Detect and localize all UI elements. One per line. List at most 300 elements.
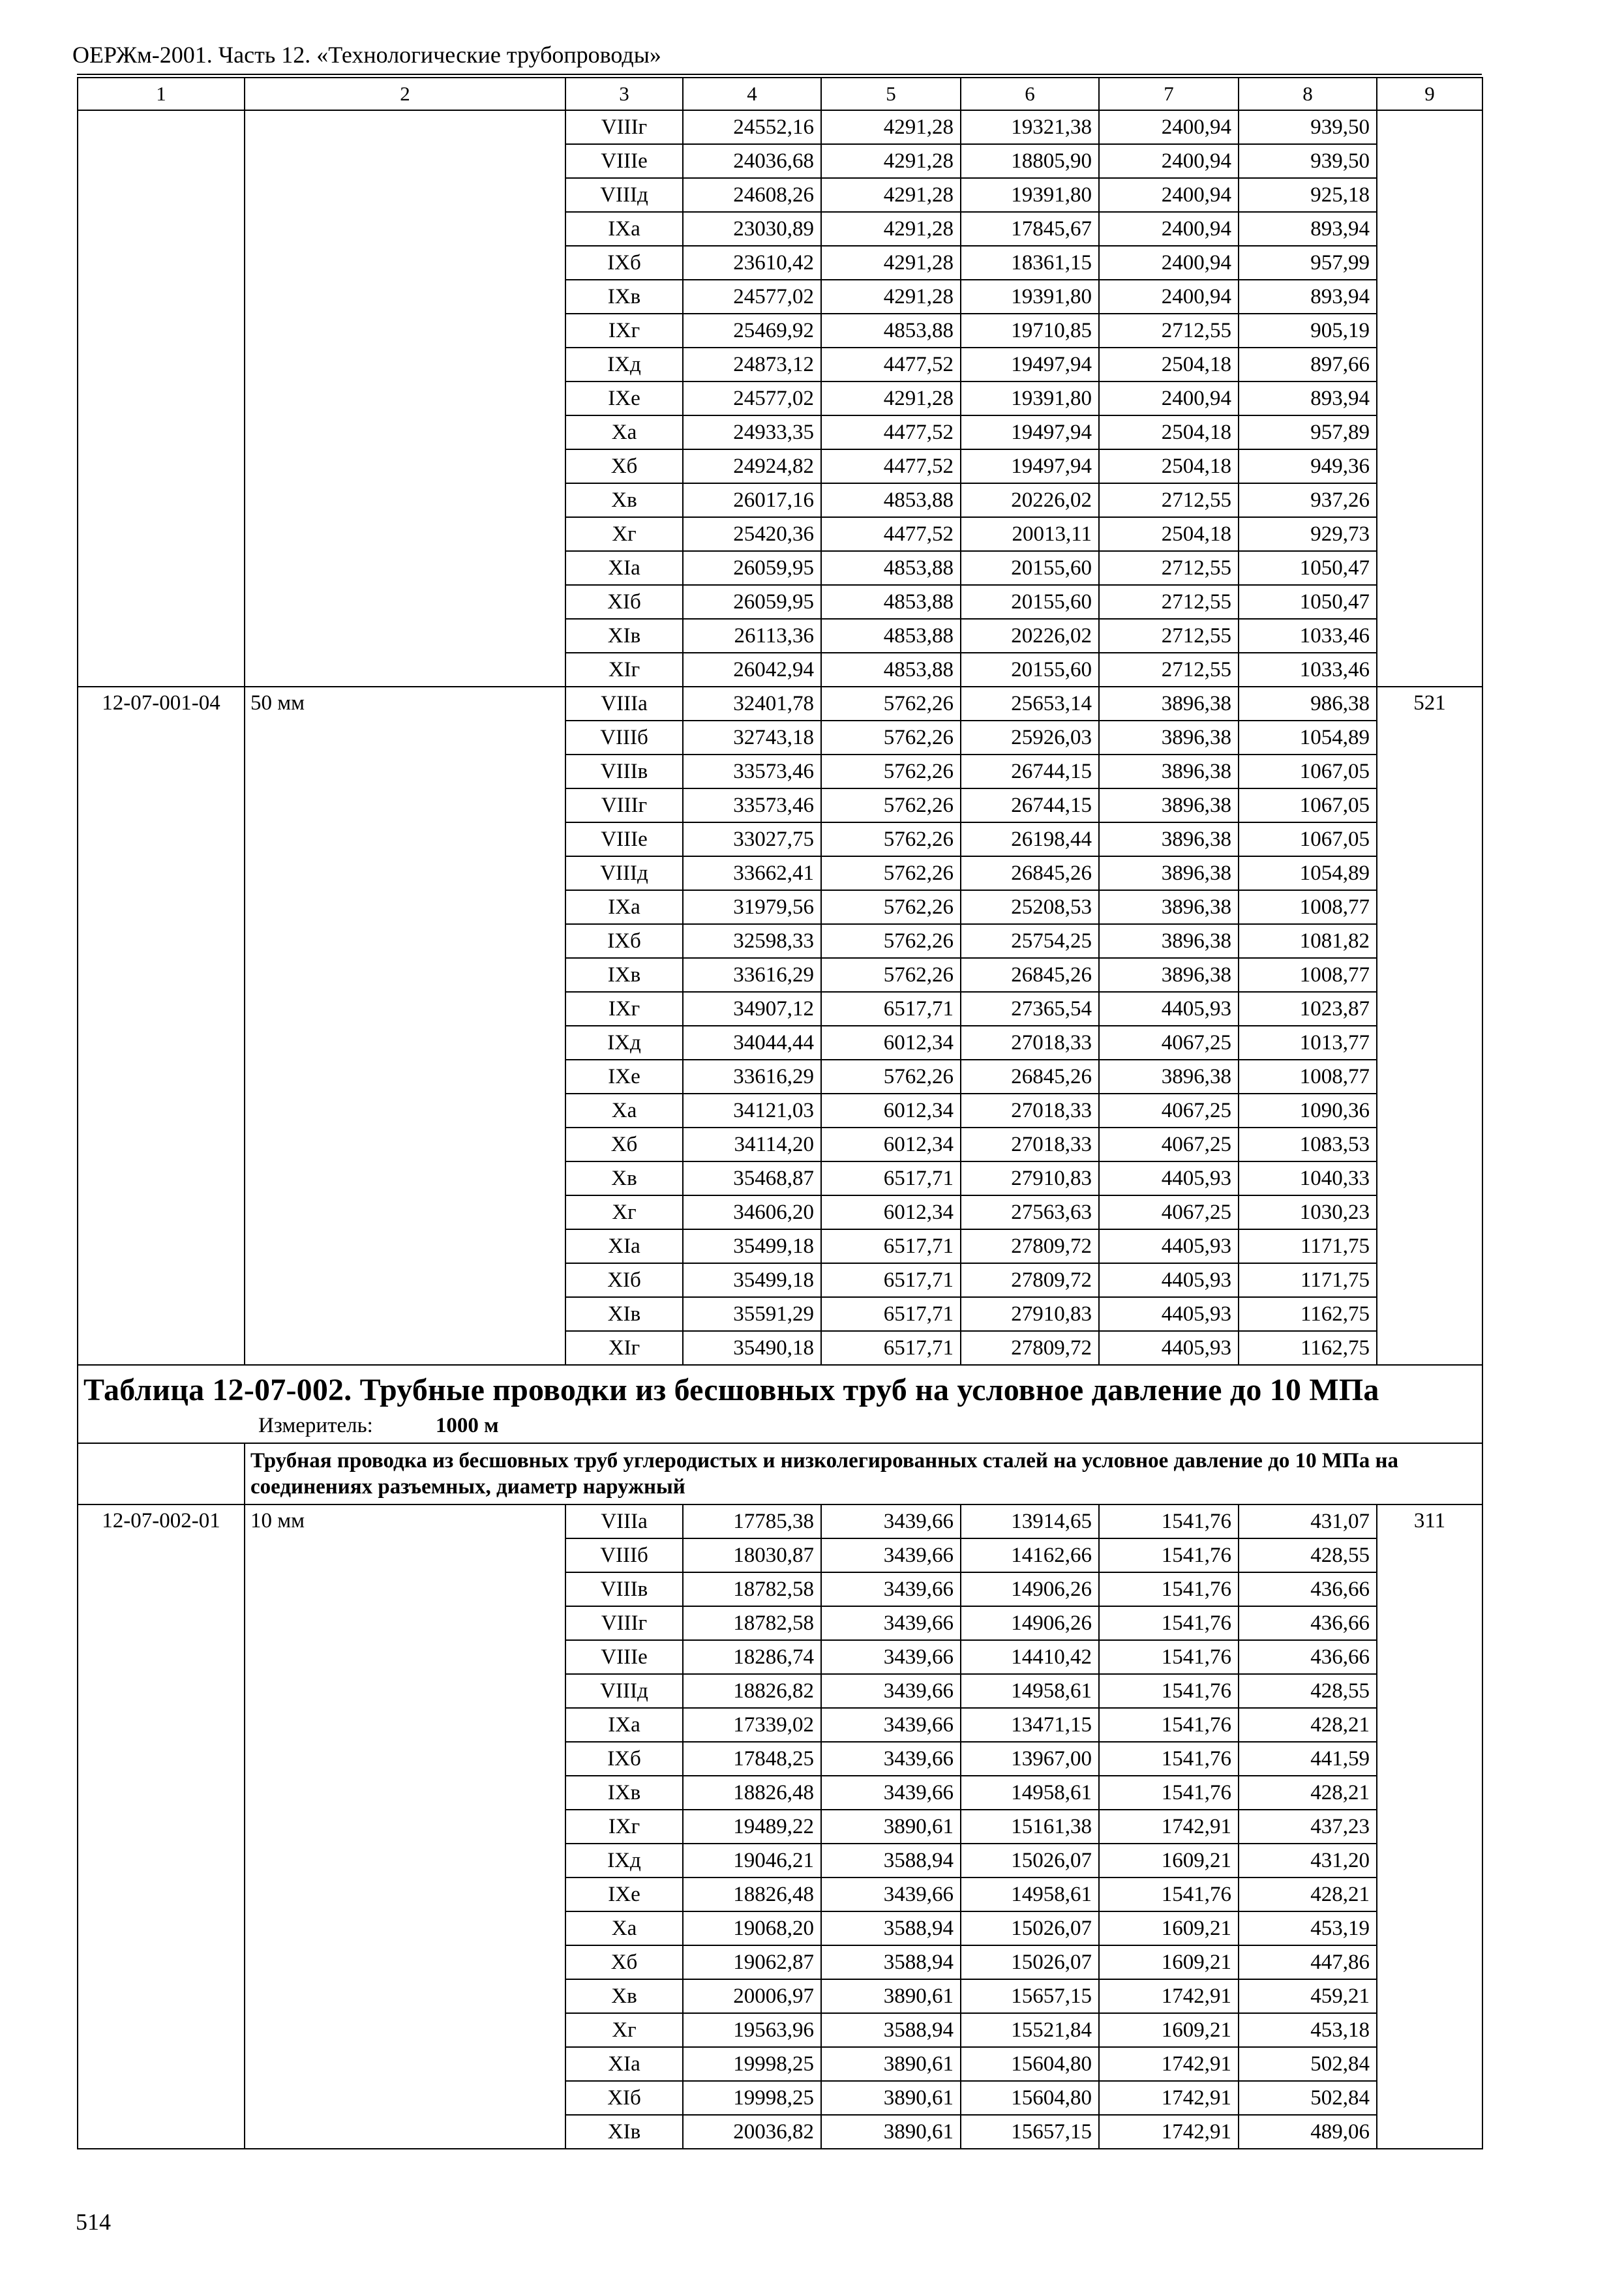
machine-cost: 27563,63 (961, 1195, 1099, 1229)
wages: 6012,34 (821, 1094, 961, 1128)
wages: 3439,66 (821, 1776, 961, 1810)
machine-cost: 25653,14 (961, 687, 1099, 721)
price-zone: VIIIа (565, 687, 683, 721)
machine-cost: 15026,07 (961, 1844, 1099, 1878)
price-zone: Xв (565, 1161, 683, 1195)
machine-cost: 14958,61 (961, 1674, 1099, 1708)
wages: 3890,61 (821, 2081, 961, 2115)
price-zone: VIIIб (565, 1538, 683, 1572)
materials-cost: 502,84 (1239, 2081, 1377, 2115)
price-zone: VIIIе (565, 144, 683, 178)
price-zone: Xа (565, 415, 683, 449)
machine-cost: 27018,33 (961, 1026, 1099, 1060)
price-zone: IXб (565, 1742, 683, 1776)
machine-cost: 15657,15 (961, 2115, 1099, 2149)
machinist-wages: 2504,18 (1099, 415, 1239, 449)
materials-cost: 437,23 (1239, 1810, 1377, 1844)
materials-cost: 436,66 (1239, 1572, 1377, 1606)
machine-cost: 20155,60 (961, 551, 1099, 585)
wages: 4291,28 (821, 280, 961, 314)
machinist-wages: 3896,38 (1099, 856, 1239, 890)
machine-cost: 25208,53 (961, 890, 1099, 924)
machinist-wages: 3896,38 (1099, 1060, 1239, 1094)
machinist-wages: 4405,93 (1099, 1229, 1239, 1263)
machine-cost: 14906,26 (961, 1572, 1099, 1606)
labor-cost: 521 (1377, 687, 1482, 1365)
description-spacer-1 (78, 1443, 245, 1504)
machinist-wages: 2712,55 (1099, 585, 1239, 619)
machine-cost: 14162,66 (961, 1538, 1099, 1572)
machine-cost: 15521,84 (961, 2013, 1099, 2047)
machine-cost: 14906,26 (961, 1606, 1099, 1640)
table-title-row (78, 1365, 1482, 1443)
wages: 3439,66 (821, 1538, 961, 1572)
machine-cost: 27018,33 (961, 1094, 1099, 1128)
wages: 3890,61 (821, 2047, 961, 2081)
materials-cost: 428,55 (1239, 1538, 1377, 1572)
price-zone: Xг (565, 1195, 683, 1229)
price-zone: XIв (565, 1297, 683, 1331)
price-zone: Xб (565, 1128, 683, 1161)
machinist-wages: 3896,38 (1099, 788, 1239, 822)
machine-cost: 20226,02 (961, 619, 1099, 653)
materials-cost: 436,66 (1239, 1606, 1377, 1640)
wages: 3588,94 (821, 1844, 961, 1878)
price-zone: IXв (565, 280, 683, 314)
wages: 6012,34 (821, 1128, 961, 1161)
machinist-wages: 3896,38 (1099, 721, 1239, 755)
machine-cost: 27910,83 (961, 1161, 1099, 1195)
resource-code: 12-07-001-04 (78, 687, 245, 1365)
wages: 4853,88 (821, 585, 961, 619)
materials-cost: 441,59 (1239, 1742, 1377, 1776)
wages: 4291,28 (821, 246, 961, 280)
machine-cost: 15026,07 (961, 1911, 1099, 1945)
price-zone: VIIIв (565, 755, 683, 788)
total-cost: 35591,29 (683, 1297, 821, 1331)
materials-cost: 1050,47 (1239, 551, 1377, 585)
materials-cost: 431,07 (1239, 1504, 1377, 1538)
total-cost: 25420,36 (683, 517, 821, 551)
machinist-wages: 1742,91 (1099, 1810, 1239, 1844)
machinist-wages: 1541,76 (1099, 1606, 1239, 1640)
resource-code (78, 110, 245, 687)
materials-cost: 986,38 (1239, 687, 1377, 721)
machinist-wages: 1609,21 (1099, 1945, 1239, 1979)
total-cost: 19563,96 (683, 2013, 821, 2047)
machine-cost: 15161,38 (961, 1810, 1099, 1844)
materials-cost: 957,99 (1239, 246, 1377, 280)
total-cost: 35468,87 (683, 1161, 821, 1195)
wages: 6012,34 (821, 1026, 961, 1060)
wages: 4477,52 (821, 517, 961, 551)
wages: 5762,26 (821, 687, 961, 721)
machinist-wages: 1541,76 (1099, 1742, 1239, 1776)
machine-cost: 25754,25 (961, 924, 1099, 958)
total-cost: 26042,94 (683, 653, 821, 687)
machinist-wages: 1541,76 (1099, 1708, 1239, 1742)
machine-cost: 13914,65 (961, 1504, 1099, 1538)
wages: 3439,66 (821, 1572, 961, 1606)
wages: 3588,94 (821, 2013, 961, 2047)
machine-cost: 26744,15 (961, 755, 1099, 788)
machine-cost: 26744,15 (961, 788, 1099, 822)
machinist-wages: 2400,94 (1099, 144, 1239, 178)
price-zone: VIIIг (565, 1606, 683, 1640)
resource-code: 12-07-002-01 (78, 1504, 245, 2149)
resource-size: 50 мм (245, 687, 565, 1365)
materials-cost: 1162,75 (1239, 1297, 1377, 1331)
page-header: ОЕРЖм-2001. Часть 12. «Технологические трубопроводы» (72, 42, 661, 68)
machinist-wages: 2712,55 (1099, 551, 1239, 585)
price-zone: IXв (565, 1776, 683, 1810)
price-zone: IXг (565, 314, 683, 348)
wages: 5762,26 (821, 890, 961, 924)
materials-cost: 1030,23 (1239, 1195, 1377, 1229)
machine-cost: 19497,94 (961, 449, 1099, 483)
price-zone: IXв (565, 958, 683, 992)
price-zone: XIа (565, 2047, 683, 2081)
wages: 5762,26 (821, 924, 961, 958)
machinist-wages: 2400,94 (1099, 110, 1239, 144)
machine-cost: 19497,94 (961, 415, 1099, 449)
materials-cost: 893,94 (1239, 382, 1377, 415)
total-cost: 34606,20 (683, 1195, 821, 1229)
machinist-wages: 2400,94 (1099, 280, 1239, 314)
price-zone: Xб (565, 1945, 683, 1979)
total-cost: 33616,29 (683, 1060, 821, 1094)
total-cost: 24608,26 (683, 178, 821, 212)
price-zone: Xа (565, 1911, 683, 1945)
price-zone: IXе (565, 382, 683, 415)
price-zone: XIг (565, 653, 683, 687)
machinist-wages: 2712,55 (1099, 483, 1239, 517)
unit-line (83, 1413, 1477, 1439)
total-cost: 26017,16 (683, 483, 821, 517)
total-cost: 23030,89 (683, 212, 821, 246)
price-zone: IXд (565, 1844, 683, 1878)
machine-cost: 20013,11 (961, 517, 1099, 551)
machinist-wages: 3896,38 (1099, 687, 1239, 721)
price-zone: IXд (565, 348, 683, 382)
machinist-wages: 1541,76 (1099, 1674, 1239, 1708)
total-cost: 18286,74 (683, 1640, 821, 1674)
total-cost: 33573,46 (683, 755, 821, 788)
machinist-wages: 4067,25 (1099, 1195, 1239, 1229)
total-cost: 35499,18 (683, 1229, 821, 1263)
machine-cost: 17845,67 (961, 212, 1099, 246)
total-cost: 24036,68 (683, 144, 821, 178)
price-zone: VIIIг (565, 110, 683, 144)
machinist-wages: 2504,18 (1099, 348, 1239, 382)
machine-cost: 13967,00 (961, 1742, 1099, 1776)
machine-cost: 25926,03 (961, 721, 1099, 755)
materials-cost: 489,06 (1239, 2115, 1377, 2149)
column-number: 5 (821, 78, 961, 110)
materials-cost: 949,36 (1239, 449, 1377, 483)
total-cost: 17339,02 (683, 1708, 821, 1742)
price-zone: XIв (565, 2115, 683, 2149)
price-zone: VIIIе (565, 1640, 683, 1674)
header-rule (77, 74, 1482, 75)
machine-cost: 19391,80 (961, 382, 1099, 415)
price-zone: IXд (565, 1026, 683, 1060)
wages: 3439,66 (821, 1878, 961, 1911)
price-zone: Xг (565, 517, 683, 551)
materials-cost: 1054,89 (1239, 721, 1377, 755)
machinist-wages: 1541,76 (1099, 1538, 1239, 1572)
total-cost: 19489,22 (683, 1810, 821, 1844)
price-zone: Xв (565, 483, 683, 517)
price-zone: Xа (565, 1094, 683, 1128)
wages: 5762,26 (821, 958, 961, 992)
price-zone: IXа (565, 212, 683, 246)
materials-cost: 1040,33 (1239, 1161, 1377, 1195)
machine-cost: 26845,26 (961, 1060, 1099, 1094)
wages: 3439,66 (821, 1640, 961, 1674)
price-zone: IXг (565, 992, 683, 1026)
machine-cost: 19497,94 (961, 348, 1099, 382)
machinist-wages: 4405,93 (1099, 1161, 1239, 1195)
total-cost: 19062,87 (683, 1945, 821, 1979)
materials-cost: 428,21 (1239, 1878, 1377, 1911)
wages: 5762,26 (821, 721, 961, 755)
machinist-wages: 1541,76 (1099, 1572, 1239, 1606)
wages: 3890,61 (821, 1810, 961, 1844)
total-cost: 18782,58 (683, 1572, 821, 1606)
price-zone: IXа (565, 1708, 683, 1742)
column-number: 7 (1099, 78, 1239, 110)
price-zone: XIг (565, 1331, 683, 1365)
materials-cost: 1033,46 (1239, 653, 1377, 687)
wages: 4853,88 (821, 551, 961, 585)
total-cost: 19046,21 (683, 1844, 821, 1878)
column-number: 2 (245, 78, 565, 110)
total-cost: 19998,25 (683, 2047, 821, 2081)
total-cost: 33027,75 (683, 822, 821, 856)
column-number: 6 (961, 78, 1099, 110)
total-cost: 26059,95 (683, 551, 821, 585)
machinist-wages: 4405,93 (1099, 1297, 1239, 1331)
materials-cost: 1054,89 (1239, 856, 1377, 890)
resource-size (245, 110, 565, 687)
wages: 3890,61 (821, 1979, 961, 2013)
total-cost: 18826,48 (683, 1776, 821, 1810)
machinist-wages: 3896,38 (1099, 924, 1239, 958)
total-cost: 18030,87 (683, 1538, 821, 1572)
unit-label: Измеритель: (258, 1414, 373, 1437)
total-cost: 20006,97 (683, 1979, 821, 2013)
materials-cost: 459,21 (1239, 1979, 1377, 2013)
price-zone: VIIIд (565, 856, 683, 890)
materials-cost: 428,55 (1239, 1674, 1377, 1708)
materials-cost: 957,89 (1239, 415, 1377, 449)
machinist-wages: 4067,25 (1099, 1026, 1239, 1060)
wages: 4853,88 (821, 314, 961, 348)
total-cost: 34121,03 (683, 1094, 821, 1128)
materials-cost: 436,66 (1239, 1640, 1377, 1674)
price-table (77, 77, 1483, 2149)
machine-cost: 19391,80 (961, 178, 1099, 212)
wages: 6517,71 (821, 1161, 961, 1195)
wages: 3439,66 (821, 1504, 961, 1538)
total-cost: 18826,48 (683, 1878, 821, 1911)
price-zone: VIIIе (565, 822, 683, 856)
wages: 5762,26 (821, 788, 961, 822)
machine-cost: 26845,26 (961, 958, 1099, 992)
price-zone: XIв (565, 619, 683, 653)
materials-cost: 937,26 (1239, 483, 1377, 517)
price-zone: IXе (565, 1060, 683, 1094)
machinist-wages: 2712,55 (1099, 653, 1239, 687)
machinist-wages: 3896,38 (1099, 890, 1239, 924)
total-cost: 33662,41 (683, 856, 821, 890)
machinist-wages: 4405,93 (1099, 1331, 1239, 1365)
wages: 4853,88 (821, 619, 961, 653)
total-cost: 26113,36 (683, 619, 821, 653)
materials-cost: 1067,05 (1239, 822, 1377, 856)
wages: 5762,26 (821, 755, 961, 788)
machinist-wages: 2504,18 (1099, 449, 1239, 483)
machine-cost: 27809,72 (961, 1229, 1099, 1263)
machinist-wages: 1609,21 (1099, 2013, 1239, 2047)
machine-cost: 20155,60 (961, 653, 1099, 687)
price-zone: IXг (565, 1810, 683, 1844)
price-zone: VIIIб (565, 721, 683, 755)
total-cost: 18826,82 (683, 1674, 821, 1708)
machine-cost: 14958,61 (961, 1878, 1099, 1911)
materials-cost: 939,50 (1239, 144, 1377, 178)
total-cost: 23610,42 (683, 246, 821, 280)
machinist-wages: 4067,25 (1099, 1094, 1239, 1128)
materials-cost: 447,86 (1239, 1945, 1377, 1979)
materials-cost: 1033,46 (1239, 619, 1377, 653)
column-number: 9 (1377, 78, 1482, 110)
machine-cost: 26845,26 (961, 856, 1099, 890)
materials-cost: 1023,87 (1239, 992, 1377, 1026)
column-number: 1 (78, 78, 245, 110)
wages: 4291,28 (821, 178, 961, 212)
total-cost: 26059,95 (683, 585, 821, 619)
price-zone: IXб (565, 924, 683, 958)
price-zone: XIб (565, 585, 683, 619)
materials-cost: 1008,77 (1239, 958, 1377, 992)
machinist-wages: 1742,91 (1099, 1979, 1239, 2013)
machinist-wages: 2712,55 (1099, 314, 1239, 348)
wages: 5762,26 (821, 822, 961, 856)
machine-cost: 20155,60 (961, 585, 1099, 619)
total-cost: 19998,25 (683, 2081, 821, 2115)
total-cost: 35490,18 (683, 1331, 821, 1365)
materials-cost: 1171,75 (1239, 1229, 1377, 1263)
machinist-wages: 1541,76 (1099, 1640, 1239, 1674)
materials-cost: 1067,05 (1239, 755, 1377, 788)
machine-cost: 15026,07 (961, 1945, 1099, 1979)
machinist-wages: 4067,25 (1099, 1128, 1239, 1161)
wages: 6517,71 (821, 992, 961, 1026)
wages: 3588,94 (821, 1945, 961, 1979)
wages: 6517,71 (821, 1263, 961, 1297)
wages: 4853,88 (821, 653, 961, 687)
machine-cost: 15604,80 (961, 2081, 1099, 2115)
price-table-body (78, 78, 1482, 2149)
resource-size: 10 мм (245, 1504, 565, 2149)
total-cost: 17785,38 (683, 1504, 821, 1538)
machinist-wages: 1541,76 (1099, 1504, 1239, 1538)
machinist-wages: 1609,21 (1099, 1844, 1239, 1878)
materials-cost: 1090,36 (1239, 1094, 1377, 1128)
total-cost: 24924,82 (683, 449, 821, 483)
table-description-row (78, 1443, 1482, 1504)
materials-cost: 939,50 (1239, 110, 1377, 144)
price-zone: XIб (565, 1263, 683, 1297)
price-zone: VIIIа (565, 1504, 683, 1538)
wages: 4291,28 (821, 382, 961, 415)
price-zone: XIб (565, 2081, 683, 2115)
wages: 5762,26 (821, 856, 961, 890)
machine-cost: 20226,02 (961, 483, 1099, 517)
wages: 3890,61 (821, 2115, 961, 2149)
wages: 6517,71 (821, 1229, 961, 1263)
machine-cost: 15657,15 (961, 1979, 1099, 2013)
materials-cost: 431,20 (1239, 1844, 1377, 1878)
total-cost: 32401,78 (683, 687, 821, 721)
wages: 3439,66 (821, 1674, 961, 1708)
wages: 4853,88 (821, 483, 961, 517)
materials-cost: 1008,77 (1239, 1060, 1377, 1094)
machinist-wages: 2400,94 (1099, 212, 1239, 246)
materials-cost: 1081,82 (1239, 924, 1377, 958)
machine-cost: 19321,38 (961, 110, 1099, 144)
materials-cost: 893,94 (1239, 280, 1377, 314)
total-cost: 33573,46 (683, 788, 821, 822)
machinist-wages: 1742,91 (1099, 2081, 1239, 2115)
machinist-wages: 4405,93 (1099, 992, 1239, 1026)
total-cost: 18782,58 (683, 1606, 821, 1640)
total-cost: 24933,35 (683, 415, 821, 449)
column-numbers-row (78, 78, 1482, 110)
table-row (78, 110, 1482, 144)
price-zone: VIIIд (565, 178, 683, 212)
price-zone: Xб (565, 449, 683, 483)
price-zone: IXа (565, 890, 683, 924)
materials-cost: 428,21 (1239, 1708, 1377, 1742)
labor-cost: 311 (1377, 1504, 1482, 2149)
total-cost: 32598,33 (683, 924, 821, 958)
total-cost: 19068,20 (683, 1911, 821, 1945)
machine-cost: 26198,44 (961, 822, 1099, 856)
wages: 6517,71 (821, 1297, 961, 1331)
column-number: 8 (1239, 78, 1377, 110)
machinist-wages: 3896,38 (1099, 958, 1239, 992)
total-cost: 24873,12 (683, 348, 821, 382)
page-number: 514 (76, 2209, 111, 2235)
price-zone: Xв (565, 1979, 683, 2013)
labor-cost (1377, 110, 1482, 687)
materials-cost: 897,66 (1239, 348, 1377, 382)
wages: 6517,71 (821, 1331, 961, 1365)
total-cost: 24577,02 (683, 280, 821, 314)
price-zone: Xг (565, 2013, 683, 2047)
machinist-wages: 1609,21 (1099, 1911, 1239, 1945)
materials-cost: 1162,75 (1239, 1331, 1377, 1365)
total-cost: 33616,29 (683, 958, 821, 992)
table-row (78, 1504, 1482, 1538)
price-zone: IXе (565, 1878, 683, 1911)
machine-cost: 27809,72 (961, 1263, 1099, 1297)
machinist-wages: 3896,38 (1099, 755, 1239, 788)
total-cost: 34907,12 (683, 992, 821, 1026)
